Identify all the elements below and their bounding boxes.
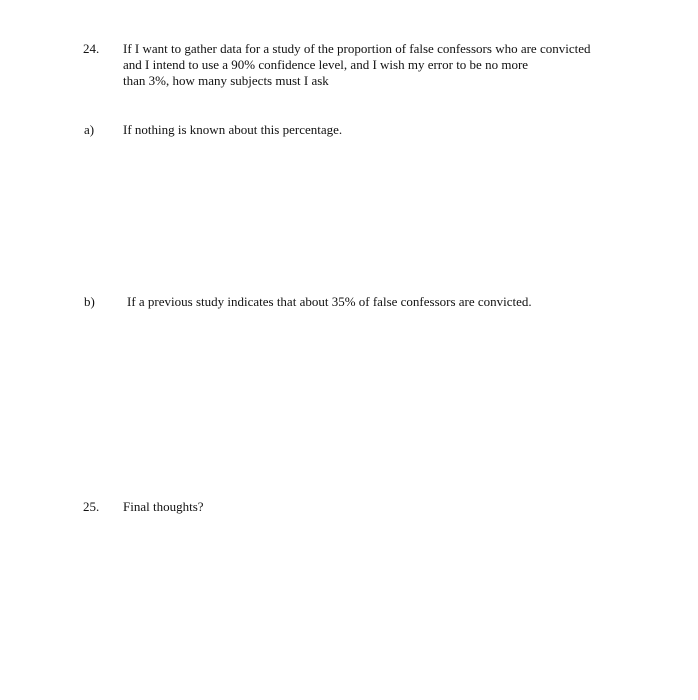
question-text bbox=[127, 294, 532, 310]
question-text-line: If a previous study indicates that about 35% of false confessors are convicted. bbox=[127, 294, 532, 309]
question-text-line: If nothing is known about this percentage. bbox=[123, 122, 343, 137]
question-text bbox=[123, 499, 204, 515]
question-text-line: If I want to gather data for a study of the proportion of false confessors who are convicted bbox=[123, 41, 591, 56]
question-number: 24. bbox=[83, 41, 100, 56]
question-text-line: Final thoughts? bbox=[123, 499, 204, 514]
question-text bbox=[123, 41, 590, 89]
question-text-line: and I intend to use a 90% confidence level, and I wish my error to be no more bbox=[123, 57, 529, 72]
question-number: 25. bbox=[83, 499, 100, 514]
question-text bbox=[123, 122, 342, 138]
question-number: a) bbox=[84, 122, 95, 137]
question-text-line: than 3%, how many subjects must I ask bbox=[123, 73, 329, 88]
question-number: b) bbox=[84, 294, 95, 309]
